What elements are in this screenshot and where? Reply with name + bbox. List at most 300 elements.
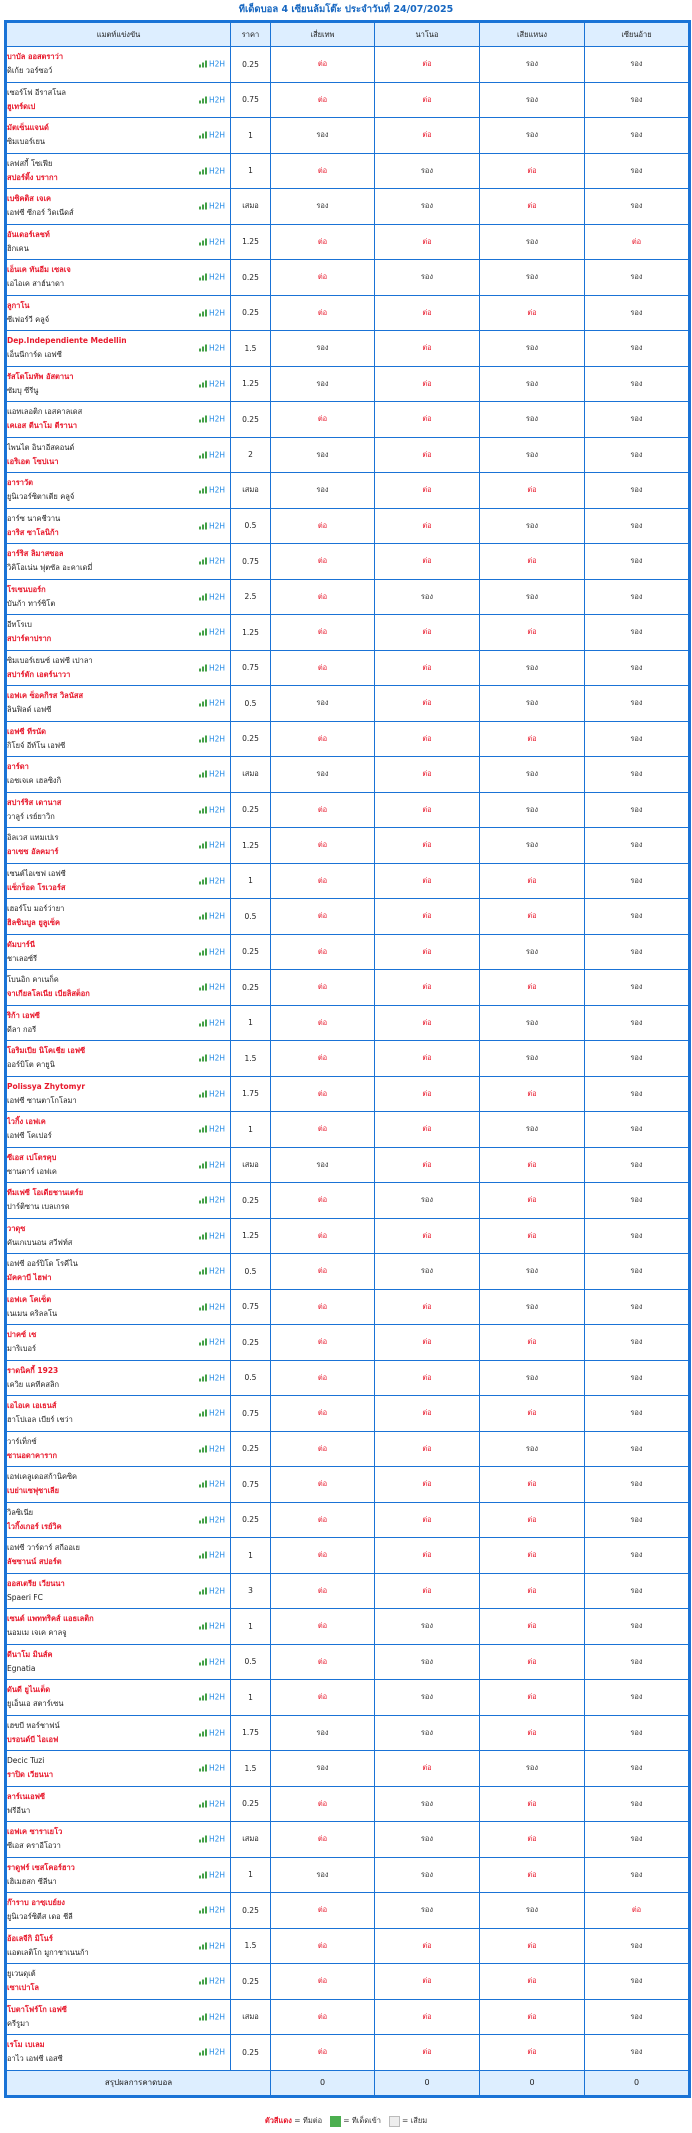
home-team: ลูกาโน xyxy=(7,300,30,310)
match-cell xyxy=(6,1680,231,1716)
summary-value-2: 0 xyxy=(375,2070,480,2096)
table-row xyxy=(6,1538,690,1574)
bar-chart-icon xyxy=(199,274,207,281)
tipster-3-pick: รอง xyxy=(480,82,585,118)
home-team: อิลเวส แทมเปเร xyxy=(7,833,59,843)
tipster-3-pick: ต่อ xyxy=(480,1502,585,1538)
h2h-link[interactable] xyxy=(199,699,225,708)
summary-value-1: 0 xyxy=(271,2070,375,2096)
bar-chart-icon xyxy=(199,238,207,245)
tipster-4-pick: รอง xyxy=(585,1609,690,1645)
away-team: แอตเลติโก มูกาชาเนนก้า xyxy=(7,1947,89,1957)
h2h-label: H2H xyxy=(208,414,225,424)
home-team: ดีนาโม มินส์ค xyxy=(7,1649,53,1659)
price-cell: 0.25 xyxy=(231,1431,271,1467)
tipster-3-pick: ต่อ xyxy=(480,1609,585,1645)
tipster-1-pick: ต่อ xyxy=(271,1076,375,1112)
tipster-2-pick: ต่อ xyxy=(375,686,480,722)
table-row xyxy=(6,1254,690,1290)
away-team: ดิเก้ย วอร์ซอว์ xyxy=(7,66,53,76)
h2h-label: H2H xyxy=(208,1089,225,1099)
tipster-2-pick: ต่อ xyxy=(375,1360,480,1396)
h2h-link[interactable] xyxy=(199,1622,225,1631)
tipster-2-pick: ต่อ xyxy=(375,721,480,757)
match-cell xyxy=(6,1644,231,1680)
h2h-link[interactable] xyxy=(199,876,225,885)
away-team: ดีลา กอรี xyxy=(7,1024,37,1034)
h2h-link[interactable] xyxy=(199,1196,225,1205)
home-team: อ้อเลจีกิ มิโนร์ xyxy=(7,1933,53,1943)
h2h-link[interactable] xyxy=(199,1870,225,1879)
tipster-3-pick: ต่อ xyxy=(480,721,585,757)
price-cell: 1 xyxy=(231,1538,271,1574)
h2h-label: H2H xyxy=(208,1515,225,1525)
table-row xyxy=(6,1999,690,2035)
price-cell: 1.25 xyxy=(231,1218,271,1254)
bar-chart-icon xyxy=(199,1765,207,1772)
tipster-3-pick: ต่อ xyxy=(480,1396,585,1432)
table-body xyxy=(6,47,690,2071)
tipster-1-pick: ต่อ xyxy=(271,1502,375,1538)
h2h-link[interactable] xyxy=(199,2012,225,2021)
tipster-3-pick: รอง xyxy=(480,1041,585,1077)
h2h-link[interactable] xyxy=(199,521,225,530)
match-cell xyxy=(6,366,231,402)
match-cell xyxy=(6,579,231,615)
table-row xyxy=(6,402,690,438)
tipster-3-pick: ต่อ xyxy=(480,970,585,1006)
away-team: เอฟซี ซานตาโกโลมา xyxy=(7,1095,77,1105)
price-cell: 0.25 xyxy=(231,1325,271,1361)
tipster-4-pick: รอง xyxy=(585,295,690,331)
tipster-4-pick: รอง xyxy=(585,579,690,615)
tipster-1-pick: ต่อ xyxy=(271,1609,375,1645)
away-team: ไวกิ้งเกอร์ เรย์วิค xyxy=(7,1521,62,1531)
table-row xyxy=(6,1005,690,1041)
home-team: เอ็นเค ทันอีม เซลเจ xyxy=(7,265,71,275)
home-team: โอริมเปีย นิโคเชีย เอฟซี xyxy=(7,1046,86,1056)
price-cell: 1.75 xyxy=(231,1715,271,1751)
h2h-link[interactable] xyxy=(199,1409,225,1418)
home-team: เอฟซี วาร์ดาร์ สกีออเย xyxy=(7,1543,80,1553)
tipster-3-pick: ต่อ xyxy=(480,1183,585,1219)
tipster-1-pick: ต่อ xyxy=(271,1218,375,1254)
home-team: อีทโรเบ xyxy=(7,620,32,630)
h2h-link[interactable] xyxy=(199,912,225,921)
h2h-label: H2H xyxy=(208,1124,225,1134)
h2h-label: H2H xyxy=(208,876,225,886)
price-cell: 0.25 xyxy=(231,1893,271,1929)
price-cell: 1 xyxy=(231,118,271,154)
table-row xyxy=(6,1112,690,1148)
legend-fav-word: ตัวสีแดง xyxy=(264,2116,292,2125)
match-cell xyxy=(6,650,231,686)
bar-chart-icon xyxy=(199,1161,207,1168)
h2h-label: H2H xyxy=(208,450,225,460)
tipster-1-pick: ต่อ xyxy=(271,863,375,899)
home-team: ดัมบาร์นี xyxy=(7,939,35,949)
h2h-label: H2H xyxy=(208,556,225,566)
h2h-link[interactable] xyxy=(199,1054,225,1063)
legend-fav-desc: = ทีมต่อ xyxy=(294,2116,323,2125)
h2h-label: H2H xyxy=(208,734,225,744)
h2h-label: H2H xyxy=(208,1160,225,1170)
away-team: เคเอส ตีนาโม ตีรานา xyxy=(7,421,78,431)
bar-chart-icon xyxy=(199,735,207,742)
tipster-1-pick: ต่อ xyxy=(271,1680,375,1716)
tipster-3-pick: รอง xyxy=(480,934,585,970)
h2h-link[interactable] xyxy=(199,1480,225,1489)
h2h-link[interactable] xyxy=(199,308,225,317)
tipster-4-pick: รอง xyxy=(585,1715,690,1751)
header-match: แมตท์แข่งขัน xyxy=(6,22,231,47)
away-team: เอ็นนีการ์ด เอฟซี xyxy=(7,350,62,360)
tipster-3-pick: รอง xyxy=(480,1005,585,1041)
h2h-link[interactable] xyxy=(199,1231,225,1240)
bar-chart-icon xyxy=(199,451,207,458)
tipster-1-pick: รอง xyxy=(271,473,375,509)
summary-row xyxy=(6,2070,690,2096)
tipster-4-pick: รอง xyxy=(585,1396,690,1432)
away-team: อาริส ซาโลนิก้า xyxy=(7,527,59,537)
table-row xyxy=(6,82,690,118)
tipster-3-pick: ต่อ xyxy=(480,1964,585,2000)
bar-chart-icon xyxy=(199,593,207,600)
home-team: เอฟซี ทีรนัด xyxy=(7,726,47,736)
h2h-link[interactable] xyxy=(199,663,225,672)
h2h-label: H2H xyxy=(208,947,225,957)
h2h-label: H2H xyxy=(208,1231,225,1241)
tipster-1-pick: ต่อ xyxy=(271,1928,375,1964)
away-team: สปอร์ติ้ง บรากา xyxy=(7,172,58,182)
price-cell: 0.25 xyxy=(231,1502,271,1538)
tipster-1-pick: รอง xyxy=(271,757,375,793)
tipster-2-pick: รอง xyxy=(375,260,480,296)
tipster-1-pick: ต่อ xyxy=(271,508,375,544)
tipster-1-pick: ต่อ xyxy=(271,1041,375,1077)
tipster-2-pick: ต่อ xyxy=(375,615,480,651)
tipster-3-pick: ต่อ xyxy=(480,1715,585,1751)
h2h-link[interactable] xyxy=(199,379,225,388)
away-team: เอฟซี โคเปอร์ xyxy=(7,1131,52,1141)
h2h-link[interactable] xyxy=(199,1977,225,1986)
tipster-3-pick: รอง xyxy=(480,331,585,367)
tipster-4-pick: รอง xyxy=(585,47,690,83)
h2h-link[interactable] xyxy=(199,1799,225,1808)
bar-chart-icon xyxy=(199,1410,207,1417)
tipster-1-pick: ต่อ xyxy=(271,224,375,260)
price-cell: เสมอ xyxy=(231,473,271,509)
bar-chart-icon xyxy=(199,1623,207,1630)
h2h-link[interactable] xyxy=(199,486,225,495)
match-cell xyxy=(6,437,231,473)
table-row xyxy=(6,1183,690,1219)
h2h-link[interactable] xyxy=(199,131,225,140)
away-team: วิคิโอเน่น ฟุตซัล อะคาเดมี่ xyxy=(7,563,93,573)
away-team: กิโยจ์ อีท์โน เอฟซี xyxy=(7,740,66,750)
tipster-2-pick: ต่อ xyxy=(375,1041,480,1077)
h2h-link[interactable] xyxy=(199,947,225,956)
table-row xyxy=(6,1751,690,1787)
tipster-2-pick: ต่อ xyxy=(375,1112,480,1148)
h2h-link[interactable] xyxy=(199,1764,225,1773)
away-team: แซ็กร็อด โรเวอร์ส xyxy=(7,882,66,892)
match-cell xyxy=(6,82,231,118)
h2h-link[interactable] xyxy=(199,983,225,992)
h2h-link[interactable] xyxy=(199,2048,225,2057)
h2h-link[interactable] xyxy=(199,1125,225,1134)
h2h-label: H2H xyxy=(208,1621,225,1631)
home-team: โรเซนบอร์ก xyxy=(7,584,46,594)
match-cell xyxy=(6,2035,231,2071)
away-team: สปาร์ตาปราก xyxy=(7,634,52,644)
home-team: เฮอร์โบ มอร์ว่ายา xyxy=(7,904,65,914)
bar-chart-icon xyxy=(199,842,207,849)
h2h-label: H2H xyxy=(208,1976,225,1986)
h2h-link[interactable] xyxy=(199,557,225,566)
match-cell xyxy=(6,1857,231,1893)
tipster-2-pick: รอง xyxy=(375,1254,480,1290)
tipster-2-pick: ต่อ xyxy=(375,1964,480,2000)
h2h-label: H2H xyxy=(208,1266,225,1276)
h2h-label: H2H xyxy=(208,1586,225,1596)
tipster-3-pick: รอง xyxy=(480,1289,585,1325)
tipster-4-pick: รอง xyxy=(585,508,690,544)
away-team: อาไว เอฟซี เอสซี xyxy=(7,2054,63,2064)
tipster-3-pick: ต่อ xyxy=(480,1147,585,1183)
h2h-link[interactable] xyxy=(199,202,225,211)
table-row xyxy=(6,153,690,189)
h2h-label: H2H xyxy=(208,627,225,637)
table-row xyxy=(6,1431,690,1467)
home-team: โบตาโฟร์โก เอฟซี xyxy=(7,2004,67,2014)
home-team: สปาร์ริส เดานาส xyxy=(7,797,62,807)
tipster-1-pick: ต่อ xyxy=(271,295,375,331)
h2h-link[interactable] xyxy=(199,1586,225,1595)
match-cell xyxy=(6,970,231,1006)
tipster-3-pick: ต่อ xyxy=(480,1680,585,1716)
tipster-4-pick: รอง xyxy=(585,1964,690,2000)
table-row xyxy=(6,686,690,722)
h2h-label: H2H xyxy=(208,840,225,850)
tipster-4-pick: รอง xyxy=(585,1254,690,1290)
tipster-4-pick: รอง xyxy=(585,650,690,686)
away-team: จาเกียลโลเนีย เบียลิสต็อก xyxy=(7,989,90,999)
table-row xyxy=(6,579,690,615)
tipster-4-pick: รอง xyxy=(585,1502,690,1538)
tipster-2-pick: ต่อ xyxy=(375,1928,480,1964)
match-cell xyxy=(6,1396,231,1432)
tipster-4-pick: รอง xyxy=(585,792,690,828)
tipster-2-pick: รอง xyxy=(375,1680,480,1716)
h2h-link[interactable] xyxy=(199,1906,225,1915)
match-cell xyxy=(6,1147,231,1183)
h2h-link[interactable] xyxy=(199,166,225,175)
bar-chart-icon xyxy=(199,664,207,671)
home-team: เอฟเค โคเซ็ต xyxy=(7,1294,52,1304)
tipster-4-pick: รอง xyxy=(585,1289,690,1325)
h2h-link[interactable] xyxy=(199,1338,225,1347)
bar-chart-icon xyxy=(199,877,207,884)
h2h-link[interactable] xyxy=(199,1302,225,1311)
table-row xyxy=(6,1715,690,1751)
h2h-label: H2H xyxy=(208,2047,225,2057)
tipster-1-pick: ต่อ xyxy=(271,1822,375,1858)
match-cell xyxy=(6,1041,231,1077)
table-row xyxy=(6,1644,690,1680)
h2h-link[interactable] xyxy=(199,734,225,743)
h2h-link[interactable] xyxy=(199,1941,225,1950)
h2h-link[interactable] xyxy=(199,1728,225,1737)
match-cell xyxy=(6,260,231,296)
h2h-label: H2H xyxy=(208,1053,225,1063)
match-cell xyxy=(6,615,231,651)
home-team: เซอร์โฟ อีราสโนล xyxy=(7,87,66,97)
h2h-label: H2H xyxy=(208,1870,225,1880)
h2h-label: H2H xyxy=(208,1550,225,1560)
h2h-link[interactable] xyxy=(199,95,225,104)
h2h-link[interactable] xyxy=(199,1551,225,1560)
h2h-link[interactable] xyxy=(199,770,225,779)
h2h-link[interactable] xyxy=(199,805,225,814)
h2h-label: H2H xyxy=(208,663,225,673)
match-cell xyxy=(6,721,231,757)
tipster-4-pick: รอง xyxy=(585,1644,690,1680)
home-team: มัตเซ็นแจนด์ xyxy=(7,123,49,133)
tipster-4-pick: รอง xyxy=(585,1573,690,1609)
match-cell xyxy=(6,1964,231,2000)
away-team: ซีเอส คราอีโอวา xyxy=(7,1841,61,1851)
h2h-label: H2H xyxy=(208,237,225,247)
home-team: เบซิคติส เจเค xyxy=(7,194,52,204)
h2h-label: H2H xyxy=(208,1444,225,1454)
tipster-3-pick: ต่อ xyxy=(480,863,585,899)
h2h-link[interactable] xyxy=(199,344,225,353)
away-team: ฮูเทร์ดเป xyxy=(7,101,36,111)
h2h-label: H2H xyxy=(208,1408,225,1418)
h2h-link[interactable] xyxy=(199,1089,225,1098)
header-tipster-2: นาโนอ xyxy=(375,22,480,47)
match-cell xyxy=(6,863,231,899)
tipster-3-pick: รอง xyxy=(480,437,585,473)
tipster-2-pick: ต่อ xyxy=(375,2035,480,2071)
price-cell: 0.75 xyxy=(231,1289,271,1325)
tipster-3-pick: รอง xyxy=(480,1360,585,1396)
h2h-link[interactable] xyxy=(199,1835,225,1844)
tipster-1-pick: ต่อ xyxy=(271,1183,375,1219)
tipster-4-pick: รอง xyxy=(585,1005,690,1041)
h2h-link[interactable] xyxy=(199,60,225,69)
tipster-2-pick: ต่อ xyxy=(375,402,480,438)
tipster-3-pick: รอง xyxy=(480,1431,585,1467)
away-team: เซาเปาโล xyxy=(7,1983,40,1993)
price-cell: 1.25 xyxy=(231,615,271,651)
table-row xyxy=(6,970,690,1006)
tipster-4-pick: ต่อ xyxy=(585,1893,690,1929)
away-team: คันเกเบนอน สวีฟท์ส xyxy=(7,1237,73,1247)
price-cell: 0.75 xyxy=(231,650,271,686)
tipster-3-pick: ต่อ xyxy=(480,1325,585,1361)
header-price: ราคา xyxy=(231,22,271,47)
tipster-4-pick: รอง xyxy=(585,260,690,296)
h2h-link[interactable] xyxy=(199,237,225,246)
h2h-label: H2H xyxy=(208,592,225,602)
bar-chart-icon xyxy=(199,1516,207,1523)
home-team: ดันดี ยูไนเต็ด xyxy=(7,1685,51,1695)
away-team: เอริเอต โซปเนา xyxy=(7,456,59,466)
bar-chart-icon xyxy=(199,1126,207,1133)
away-team: ซิมเบอร์เยน xyxy=(7,137,45,147)
table-row xyxy=(6,118,690,154)
tipster-1-pick: รอง xyxy=(271,1857,375,1893)
home-team: ก๊าราบ อาซฺเบย์ยง xyxy=(7,1898,65,1908)
h2h-link[interactable] xyxy=(199,592,225,601)
tipster-3-pick: รอง xyxy=(480,686,585,722)
tipster-2-pick: ต่อ xyxy=(375,1325,480,1361)
tipster-3-pick: รอง xyxy=(480,579,585,615)
h2h-link[interactable] xyxy=(199,1693,225,1702)
home-team: เลฟสกี้ โซเฟีย xyxy=(7,158,53,168)
tipster-2-pick: ต่อ xyxy=(375,934,480,970)
h2h-link[interactable] xyxy=(199,1160,225,1169)
tipster-1-pick: ต่อ xyxy=(271,970,375,1006)
h2h-link[interactable] xyxy=(199,415,225,424)
tipster-3-pick: ต่อ xyxy=(480,1928,585,1964)
price-cell: 1.5 xyxy=(231,1751,271,1787)
h2h-link[interactable] xyxy=(199,1018,225,1027)
match-cell xyxy=(6,1928,231,1964)
h2h-link[interactable] xyxy=(199,273,225,282)
bar-chart-icon xyxy=(199,1658,207,1665)
h2h-label: H2H xyxy=(208,2012,225,2022)
h2h-link[interactable] xyxy=(199,450,225,459)
bar-chart-icon xyxy=(199,1907,207,1914)
table-row xyxy=(6,2035,690,2071)
tipster-1-pick: ต่อ xyxy=(271,1573,375,1609)
match-cell xyxy=(6,1076,231,1112)
h2h-label: H2H xyxy=(208,272,225,282)
h2h-label: H2H xyxy=(208,982,225,992)
bar-chart-icon xyxy=(199,1374,207,1381)
price-cell: 1.25 xyxy=(231,828,271,864)
bar-chart-icon xyxy=(199,1268,207,1275)
price-cell: 1 xyxy=(231,1005,271,1041)
h2h-label: H2H xyxy=(208,95,225,105)
h2h-link[interactable] xyxy=(199,1373,225,1382)
table-row xyxy=(6,1076,690,1112)
price-cell: 1 xyxy=(231,1680,271,1716)
h2h-link[interactable] xyxy=(199,1444,225,1453)
tipster-2-pick: ต่อ xyxy=(375,1396,480,1432)
h2h-link[interactable] xyxy=(199,628,225,637)
bar-chart-icon xyxy=(199,1232,207,1239)
away-team: เอชเจเค เฮลซิงกิ xyxy=(7,776,62,786)
bar-chart-icon xyxy=(199,1445,207,1452)
h2h-link[interactable] xyxy=(199,1515,225,1524)
away-team: ราปิด เวียนนา xyxy=(7,1770,54,1780)
match-cell xyxy=(6,1573,231,1609)
table-row xyxy=(6,1467,690,1503)
home-team: อาร์ซ นาคชีวาน xyxy=(7,513,61,523)
bar-chart-icon xyxy=(199,806,207,813)
h2h-link[interactable] xyxy=(199,1657,225,1666)
price-cell: 0.5 xyxy=(231,1644,271,1680)
tipster-2-pick: ต่อ xyxy=(375,1218,480,1254)
bar-chart-icon xyxy=(199,984,207,991)
h2h-link[interactable] xyxy=(199,1267,225,1276)
h2h-link[interactable] xyxy=(199,841,225,850)
bar-chart-icon xyxy=(199,1800,207,1807)
